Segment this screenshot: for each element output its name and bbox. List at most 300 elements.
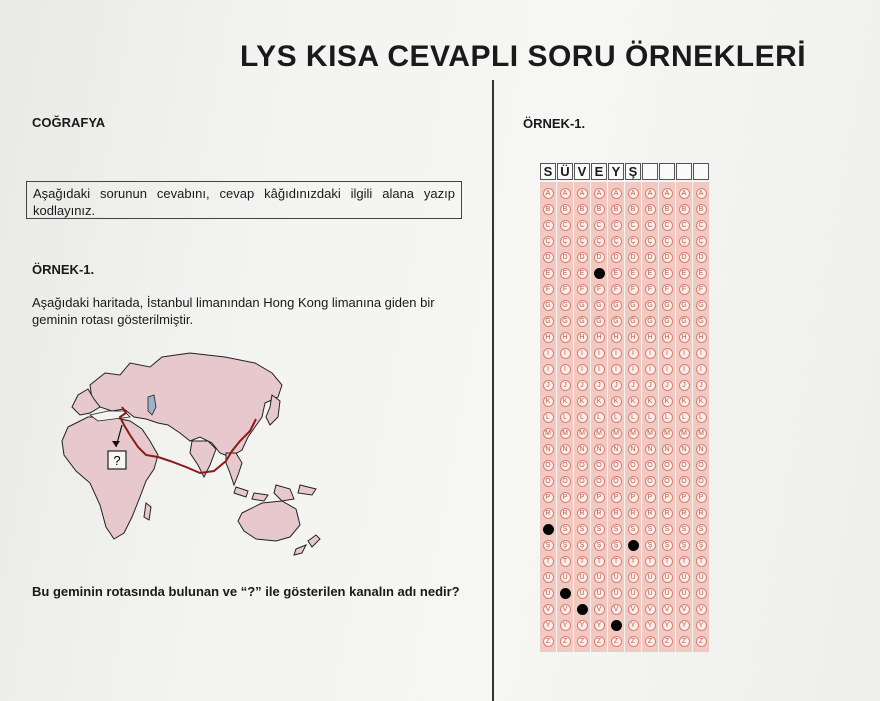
answer-bubble[interactable]: Y [594, 620, 605, 631]
answer-bubble[interactable]: Ğ [577, 316, 588, 327]
answer-bubble[interactable]: L [611, 412, 622, 423]
answer-bubble[interactable]: B [679, 204, 690, 215]
answer-bubble[interactable]: O [560, 460, 571, 471]
answer-bubble[interactable]: Z [594, 636, 605, 647]
answer-bubble[interactable]: G [628, 300, 639, 311]
answer-bubble[interactable]: U [611, 572, 622, 583]
answer-bubble[interactable]: P [645, 492, 656, 503]
answer-bubble[interactable]: Ö [679, 476, 690, 487]
answer-bubble[interactable]: K [628, 396, 639, 407]
answer-bubble[interactable]: J [679, 380, 690, 391]
answer-bubble[interactable]: I [577, 348, 588, 359]
answer-bubble[interactable]: H [645, 332, 656, 343]
answer-bubble[interactable]: İ [577, 364, 588, 375]
answer-bubble[interactable]: J [696, 380, 707, 391]
answer-bubble[interactable]: Ö [662, 476, 673, 487]
answer-bubble[interactable]: L [628, 412, 639, 423]
bubble-column [676, 182, 692, 652]
answer-bubble[interactable]: L [696, 412, 707, 423]
answer-bubble[interactable]: D [611, 252, 622, 263]
answer-bubble[interactable]: S [679, 524, 690, 535]
answer-bubble[interactable]: Ç [611, 236, 622, 247]
answer-bubble[interactable]: Ş [662, 540, 673, 551]
answer-bubble[interactable]: Z [611, 636, 622, 647]
answer-bubble[interactable]: B [645, 204, 656, 215]
answer-letter-cell: Y [608, 163, 624, 180]
answer-bubble[interactable]: Ğ [628, 316, 639, 327]
answer-bubble[interactable]: B [662, 204, 673, 215]
answer-bubble[interactable]: R [560, 508, 571, 519]
answer-bubble[interactable]: Ç [594, 236, 605, 247]
answer-bubble[interactable]: G [679, 300, 690, 311]
answer-bubble[interactable]: D [645, 252, 656, 263]
answer-bubble[interactable]: Ç [696, 236, 707, 247]
answer-bubble[interactable]: D [577, 252, 588, 263]
answer-bubble[interactable]: K [696, 396, 707, 407]
madagascar-landmass [144, 503, 151, 520]
answer-bubble[interactable]: C [560, 220, 571, 231]
answer-bubble[interactable]: G [696, 300, 707, 311]
answer-bubble[interactable]: D [628, 252, 639, 263]
answer-bubble[interactable]: E [577, 268, 588, 279]
answer-bubble[interactable]: Ü [594, 588, 605, 599]
answer-bubble[interactable]: L [662, 412, 673, 423]
answer-bubble[interactable]: Ö [577, 476, 588, 487]
answer-bubble[interactable]: M [696, 428, 707, 439]
answer-bubble[interactable]: H [628, 332, 639, 343]
answer-bubble[interactable]: N [645, 444, 656, 455]
answer-bubble[interactable]: T [662, 556, 673, 567]
answer-bubble[interactable]: A [662, 188, 673, 199]
answer-bubble[interactable]: Ü [611, 588, 622, 599]
answer-bubble[interactable]: S [696, 524, 707, 535]
answer-bubble[interactable]: G [594, 300, 605, 311]
answer-bubble[interactable]: N [594, 444, 605, 455]
answer-bubble[interactable]: Y [560, 620, 571, 631]
answer-bubble[interactable]: I [594, 348, 605, 359]
route-map [50, 345, 330, 560]
answer-bubble[interactable]: A [577, 188, 588, 199]
answer-bubble[interactable]: I [645, 348, 656, 359]
answer-bubble[interactable]: I [560, 348, 571, 359]
answer-bubble[interactable]: G [611, 300, 622, 311]
answer-bubble[interactable]: A [611, 188, 622, 199]
answer-bubble[interactable]: Ç [628, 236, 639, 247]
answer-bubble[interactable]: K [543, 396, 554, 407]
answer-bubble[interactable]: E [645, 268, 656, 279]
answer-bubble[interactable]: P [577, 492, 588, 503]
answer-bubble[interactable]: T [679, 556, 690, 567]
answer-bubble[interactable]: M [543, 428, 554, 439]
answer-bubble[interactable]: F [594, 284, 605, 295]
answer-bubble[interactable]: A [543, 188, 554, 199]
answer-bubble[interactable]: K [560, 396, 571, 407]
answer-bubble[interactable]: Ş [696, 540, 707, 551]
answer-bubble[interactable]: Y [645, 620, 656, 631]
answer-bubble[interactable]: P [628, 492, 639, 503]
answer-bubble[interactable]: T [577, 556, 588, 567]
answer-bubble[interactable]: U [679, 572, 690, 583]
bubble-column [642, 182, 658, 652]
answer-bubble[interactable]: M [628, 428, 639, 439]
answer-bubble[interactable]: F [662, 284, 673, 295]
answer-bubble[interactable]: P [662, 492, 673, 503]
answer-bubble[interactable]: G [645, 300, 656, 311]
answer-bubble[interactable]: A [560, 188, 571, 199]
answer-bubble[interactable]: E [543, 268, 554, 279]
answer-bubble[interactable]: Ş [679, 540, 690, 551]
answer-bubble[interactable]: D [594, 252, 605, 263]
answer-bubble[interactable]: M [645, 428, 656, 439]
answer-bubble[interactable]: C [645, 220, 656, 231]
answer-bubble[interactable]: L [679, 412, 690, 423]
answer-bubble[interactable]: T [594, 556, 605, 567]
answer-bubble[interactable]: Ğ [543, 316, 554, 327]
answer-bubble[interactable]: Z [577, 636, 588, 647]
answer-bubble[interactable]: Ü [696, 588, 707, 599]
answer-bubble[interactable]: O [679, 460, 690, 471]
answer-bubble[interactable]: C [543, 220, 554, 231]
answer-bubble[interactable]: U [577, 572, 588, 583]
answer-bubble[interactable]: Ü [577, 588, 588, 599]
answer-bubble[interactable]: Z [628, 636, 639, 647]
answer-bubble[interactable]: P [560, 492, 571, 503]
answer-bubble[interactable]: V [594, 604, 605, 615]
answer-bubble[interactable] [560, 588, 571, 599]
answer-bubble[interactable]: B [628, 204, 639, 215]
answer-bubble[interactable]: N [696, 444, 707, 455]
answer-bubble[interactable]: G [543, 300, 554, 311]
answer-bubble[interactable]: B [560, 204, 571, 215]
answer-bubble[interactable]: A [645, 188, 656, 199]
answer-bubble[interactable]: Ü [662, 588, 673, 599]
answer-bubble[interactable]: J [577, 380, 588, 391]
answer-bubble[interactable]: A [594, 188, 605, 199]
answer-bubble[interactable]: Ö [543, 476, 554, 487]
answer-bubble[interactable]: I [628, 348, 639, 359]
answer-bubble[interactable]: Ş [577, 540, 588, 551]
answer-bubble[interactable]: R [645, 508, 656, 519]
answer-bubble[interactable]: M [560, 428, 571, 439]
answer-bubble[interactable]: L [645, 412, 656, 423]
answer-letter-cell [693, 163, 709, 180]
answer-bubble[interactable]: T [628, 556, 639, 567]
answer-bubble[interactable]: F [696, 284, 707, 295]
answer-bubble[interactable]: R [628, 508, 639, 519]
answer-bubble[interactable]: B [543, 204, 554, 215]
answer-bubble[interactable]: Ö [628, 476, 639, 487]
answer-bubble[interactable]: E [679, 268, 690, 279]
answer-bubble[interactable]: M [577, 428, 588, 439]
answer-bubble[interactable]: R [611, 508, 622, 519]
answer-bubble[interactable]: D [560, 252, 571, 263]
map-marker-label: ? [113, 453, 121, 468]
answer-bubble[interactable] [594, 268, 605, 279]
answer-bubble[interactable]: C [679, 220, 690, 231]
answer-bubble[interactable]: F [560, 284, 571, 295]
answer-bubble[interactable]: U [594, 572, 605, 583]
answer-bubble[interactable]: Y [577, 620, 588, 631]
answer-bubble[interactable]: S [628, 524, 639, 535]
answer-bubble[interactable]: N [611, 444, 622, 455]
answer-bubble[interactable]: V [645, 604, 656, 615]
answer-bubble[interactable]: M [611, 428, 622, 439]
answer-bubble[interactable]: S [594, 524, 605, 535]
answer-bubble[interactable]: S [577, 524, 588, 535]
answer-bubble[interactable]: R [696, 508, 707, 519]
answer-bubble[interactable]: İ [662, 364, 673, 375]
answer-bubble[interactable]: V [679, 604, 690, 615]
answer-bubble[interactable]: Y [543, 620, 554, 631]
answer-bubble[interactable]: N [560, 444, 571, 455]
answer-bubble[interactable]: Ğ [645, 316, 656, 327]
answer-bubble[interactable]: E [628, 268, 639, 279]
answer-bubble[interactable]: S [560, 524, 571, 535]
answer-bubble[interactable]: T [543, 556, 554, 567]
answer-bubble[interactable]: H [543, 332, 554, 343]
answer-bubble[interactable]: Ü [645, 588, 656, 599]
answer-bubble[interactable]: E [611, 268, 622, 279]
answer-bubble[interactable]: B [696, 204, 707, 215]
answer-bubble[interactable]: I [679, 348, 690, 359]
answer-bubble[interactable]: H [560, 332, 571, 343]
answer-bubble[interactable]: S [662, 524, 673, 535]
answer-bubble[interactable]: A [696, 188, 707, 199]
answer-bubble[interactable]: M [594, 428, 605, 439]
answer-bubble[interactable]: D [543, 252, 554, 263]
answer-bubble[interactable]: Ö [611, 476, 622, 487]
answer-bubble[interactable]: T [560, 556, 571, 567]
answer-bubble[interactable]: S [645, 524, 656, 535]
answer-bubble[interactable]: V [543, 604, 554, 615]
answer-bubble[interactable]: İ [645, 364, 656, 375]
answer-bubble[interactable]: U [543, 572, 554, 583]
answer-bubble[interactable]: O [696, 460, 707, 471]
answer-bubble[interactable]: T [696, 556, 707, 567]
answer-bubble[interactable]: V [611, 604, 622, 615]
answer-bubble[interactable]: R [577, 508, 588, 519]
answer-bubble[interactable]: K [611, 396, 622, 407]
answer-bubble[interactable]: C [662, 220, 673, 231]
answer-bubble[interactable]: Ç [645, 236, 656, 247]
answer-bubble[interactable]: J [543, 380, 554, 391]
answer-bubble[interactable]: Ğ [696, 316, 707, 327]
answer-bubble[interactable]: C [611, 220, 622, 231]
answer-bubble[interactable]: H [679, 332, 690, 343]
answer-bubble[interactable]: İ [611, 364, 622, 375]
bubble-column [540, 182, 556, 652]
answer-bubble[interactable]: H [662, 332, 673, 343]
answer-bubble[interactable]: H [594, 332, 605, 343]
answer-bubble[interactable]: H [696, 332, 707, 343]
answer-bubble[interactable]: K [577, 396, 588, 407]
answer-bubble[interactable]: K [679, 396, 690, 407]
answer-bubble[interactable]: J [611, 380, 622, 391]
answer-bubble[interactable]: I [696, 348, 707, 359]
answer-bubble[interactable]: V [560, 604, 571, 615]
answer-bubble[interactable]: K [594, 396, 605, 407]
answer-bubble[interactable]: D [696, 252, 707, 263]
answer-bubble[interactable]: P [611, 492, 622, 503]
answer-bubble[interactable]: Ö [696, 476, 707, 487]
answer-bubble[interactable]: I [611, 348, 622, 359]
answer-bubble[interactable]: U [560, 572, 571, 583]
answer-bubble[interactable]: D [679, 252, 690, 263]
answer-bubble[interactable]: L [594, 412, 605, 423]
answer-bubble[interactable]: E [662, 268, 673, 279]
answer-bubble[interactable]: V [696, 604, 707, 615]
answer-bubble[interactable]: F [679, 284, 690, 295]
answer-bubble[interactable]: R [679, 508, 690, 519]
answer-bubble[interactable]: P [696, 492, 707, 503]
answer-bubble[interactable]: Ö [645, 476, 656, 487]
answer-bubble[interactable]: K [645, 396, 656, 407]
answer-bubble[interactable]: C [577, 220, 588, 231]
answer-bubble[interactable]: Ç [560, 236, 571, 247]
answer-bubble[interactable]: O [543, 460, 554, 471]
answer-bubble[interactable]: İ [543, 364, 554, 375]
answer-bubble[interactable]: J [662, 380, 673, 391]
answer-bubble[interactable]: Y [662, 620, 673, 631]
answer-bubble[interactable]: O [645, 460, 656, 471]
answer-bubble[interactable]: P [679, 492, 690, 503]
answer-bubble[interactable]: Z [679, 636, 690, 647]
answer-bubble[interactable]: A [679, 188, 690, 199]
answer-bubble[interactable] [577, 604, 588, 615]
answer-bubble[interactable]: Ş [611, 540, 622, 551]
answer-bubble[interactable]: J [560, 380, 571, 391]
answer-bubble[interactable]: B [594, 204, 605, 215]
answer-bubble[interactable]: Ğ [611, 316, 622, 327]
answer-bubble[interactable]: Ç [679, 236, 690, 247]
answer-bubble[interactable]: J [628, 380, 639, 391]
answer-bubble[interactable]: Ç [577, 236, 588, 247]
answer-bubble[interactable]: E [696, 268, 707, 279]
answer-bubble[interactable]: F [611, 284, 622, 295]
answer-letter-cell [642, 163, 658, 180]
answer-bubble[interactable]: V [628, 604, 639, 615]
answer-bubble[interactable]: B [577, 204, 588, 215]
answer-bubble[interactable]: J [645, 380, 656, 391]
answer-bubble[interactable]: U [662, 572, 673, 583]
answer-bubble[interactable]: Z [645, 636, 656, 647]
answer-bubble[interactable]: Ş [543, 540, 554, 551]
answer-bubble[interactable]: İ [628, 364, 639, 375]
answer-bubble[interactable]: C [594, 220, 605, 231]
answer-bubble[interactable]: İ [696, 364, 707, 375]
answer-bubble[interactable]: Ş [645, 540, 656, 551]
answer-bubble[interactable]: D [662, 252, 673, 263]
answer-bubble[interactable]: A [628, 188, 639, 199]
answer-bubble[interactable]: Ç [662, 236, 673, 247]
answer-bubble[interactable]: I [543, 348, 554, 359]
answer-bubble[interactable]: Y [679, 620, 690, 631]
answer-bubble[interactable]: U [628, 572, 639, 583]
answer-bubble[interactable]: N [543, 444, 554, 455]
answer-bubble[interactable]: İ [594, 364, 605, 375]
answer-bubble[interactable]: O [662, 460, 673, 471]
answer-bubble[interactable]: İ [679, 364, 690, 375]
answer-bubble[interactable]: G [662, 300, 673, 311]
answer-bubble[interactable]: Z [560, 636, 571, 647]
answer-bubble[interactable]: C [628, 220, 639, 231]
answer-bubble[interactable]: Ğ [679, 316, 690, 327]
answer-bubble[interactable]: F [577, 284, 588, 295]
answer-bubble[interactable] [628, 540, 639, 551]
answer-bubble[interactable]: Ş [560, 540, 571, 551]
answer-bubble[interactable]: R [594, 508, 605, 519]
answer-bubble[interactable]: O [628, 460, 639, 471]
answer-bubble[interactable]: Y [628, 620, 639, 631]
answer-bubble[interactable]: O [577, 460, 588, 471]
answer-bubble[interactable]: Z [543, 636, 554, 647]
answer-bubble[interactable]: J [594, 380, 605, 391]
answer-bubble[interactable]: S [611, 524, 622, 535]
answer-bubble[interactable]: Z [696, 636, 707, 647]
answer-bubble[interactable]: Ç [543, 236, 554, 247]
answer-bubble[interactable]: Ü [543, 588, 554, 599]
answer-bubble[interactable]: Ğ [594, 316, 605, 327]
answer-bubble[interactable]: P [594, 492, 605, 503]
answer-bubble[interactable]: M [662, 428, 673, 439]
answer-bubble[interactable]: Ğ [560, 316, 571, 327]
answer-bubble[interactable]: L [577, 412, 588, 423]
answer-bubble[interactable]: R [543, 508, 554, 519]
answer-bubble[interactable]: Z [662, 636, 673, 647]
answer-bubble[interactable]: N [662, 444, 673, 455]
answer-bubble[interactable] [611, 620, 622, 631]
answer-bubble[interactable]: F [645, 284, 656, 295]
answer-bubble[interactable]: V [662, 604, 673, 615]
answer-bubble[interactable]: O [611, 460, 622, 471]
answer-example-title: ÖRNEK-1. [523, 116, 586, 131]
answer-bubble[interactable]: Ü [679, 588, 690, 599]
answer-bubble[interactable]: İ [560, 364, 571, 375]
answer-bubble[interactable]: H [611, 332, 622, 343]
answer-bubble[interactable]: F [628, 284, 639, 295]
answer-bubble[interactable]: Ş [594, 540, 605, 551]
answer-bubble[interactable]: Ö [594, 476, 605, 487]
answer-bubble[interactable]: I [662, 348, 673, 359]
answer-bubble[interactable]: N [577, 444, 588, 455]
answer-bubble[interactable]: B [611, 204, 622, 215]
answer-bubble[interactable]: G [560, 300, 571, 311]
answer-bubble[interactable]: G [577, 300, 588, 311]
answer-bubble[interactable]: E [560, 268, 571, 279]
answer-bubble[interactable]: N [679, 444, 690, 455]
answer-bubble[interactable]: L [560, 412, 571, 423]
answer-bubble[interactable]: R [662, 508, 673, 519]
answer-bubble[interactable]: F [543, 284, 554, 295]
answer-bubble[interactable]: Ğ [662, 316, 673, 327]
answer-bubble[interactable]: O [594, 460, 605, 471]
answer-bubble[interactable]: M [679, 428, 690, 439]
answer-bubble[interactable]: U [696, 572, 707, 583]
answer-bubble[interactable]: Y [696, 620, 707, 631]
answer-bubble[interactable]: H [577, 332, 588, 343]
answer-bubble[interactable]: T [611, 556, 622, 567]
answer-bubble[interactable]: Ü [628, 588, 639, 599]
answer-bubble[interactable]: C [696, 220, 707, 231]
answer-bubble[interactable]: N [628, 444, 639, 455]
answer-bubble[interactable]: T [645, 556, 656, 567]
answer-bubble[interactable]: K [662, 396, 673, 407]
answer-bubble[interactable]: L [543, 412, 554, 423]
answer-bubble[interactable]: P [543, 492, 554, 503]
answer-bubble[interactable]: Ö [560, 476, 571, 487]
answer-bubble[interactable]: U [645, 572, 656, 583]
answer-bubble[interactable] [543, 524, 554, 535]
